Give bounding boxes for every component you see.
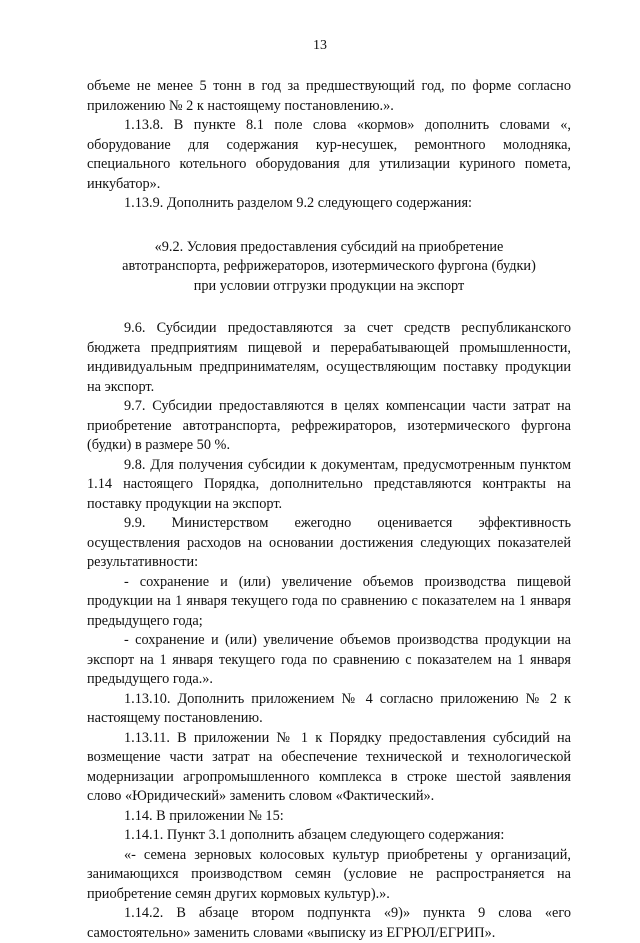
- paragraph: 1.13.9. Дополнить разделом 9.2 следующего содержания:: [124, 195, 473, 211]
- paragraph: 9.7. Субсидии предоставляются в целях компенсации части затрат на приобретение автотранспорта, рефрежираторов, изотермического фургона (будки) в размере 50 %.: [87, 398, 571, 453]
- list-item: - сохранение и (или) увеличение объемов производства продукции на экспорт на 1 января текущего года по сравнению с показателем на 1 января предыдущего года.».: [87, 632, 571, 687]
- list-item: - сохранение и (или) увеличение объемов производства пищевой продукции на 1 января текущего года по сравнению с показателем на 1 января предыдущего года;: [87, 573, 571, 629]
- paragraph: 9.6. Субсидии предоставляются за счет средств республиканского бюджета предприятиям пищевой и перерабатывающей промышленности, индивидуальным предпринимателям, осуществляющим поставку продукции на экспорт.: [87, 320, 571, 395]
- paragraph: 1.13.10. Дополнить приложением № 4 согласно приложению № 2 к настоящему постановлению.: [87, 690, 571, 726]
- paragraph: «- семена зерновых колосовых культур приобретены у организаций, занимающихся производством семян (условие не распространяется на приобретение семян других кормовых культур).».: [87, 846, 571, 902]
- page-number: 13: [313, 38, 327, 53]
- paragraph: 1.14.1. Пункт 3.1 дополнить абзацем следующего содержания:: [124, 827, 505, 843]
- section-heading: [87, 238, 571, 297]
- paragraph: 9.9. Министерством ежегодно оценивается эффективность осуществления расходов на основании достижения следующих показателей результативности:: [87, 515, 571, 570]
- paragraph: 1.14.2. В абзаце втором подпункта «9)» пункта 9 слова «его самостоятельно» заменить словами «выписку из ЕГРЮЛ/ЕГРИП».: [87, 905, 571, 941]
- paragraph: 1.14. В приложении № 15:: [124, 807, 284, 824]
- paragraph: 1.13.8. В пункте 8.1 поле слова «кормов» дополнить словами «, оборудование для содержания кур-несушек, ремонтного молодняка, специального котельного оборудования для утилизации куриного помета, инкубатор».: [87, 117, 571, 192]
- paragraph: 9.8. Для получения субсидии к документам, предусмотренным пунктом 1.14 настоящего Порядка, дополнительно представляются контракты на поставку продукции на экспорт.: [87, 456, 571, 512]
- heading-line: при условии отгрузки продукции на экспорт: [193, 277, 465, 294]
- paragraph: объеме не менее 5 тонн в год за предшествующий год, по форме согласно приложению № 2 к настоящему постановлению.».: [87, 78, 571, 114]
- heading-line: автотранспорта, рефрижераторов, изотермического фургона (будки): [122, 258, 536, 274]
- paragraph: 1.13.11. В приложении № 1 к Порядку предоставления субсидий на возмещение части затрат на обеспечение технической и технологической модернизации агропромышленного комплекса в строке шестой заявления слово «Юридический» заменить словом «Фактический».: [87, 729, 571, 804]
- document-body: [87, 77, 571, 943]
- heading-line: «9.2. Условия предоставления субсидий на приобретение: [154, 238, 504, 255]
